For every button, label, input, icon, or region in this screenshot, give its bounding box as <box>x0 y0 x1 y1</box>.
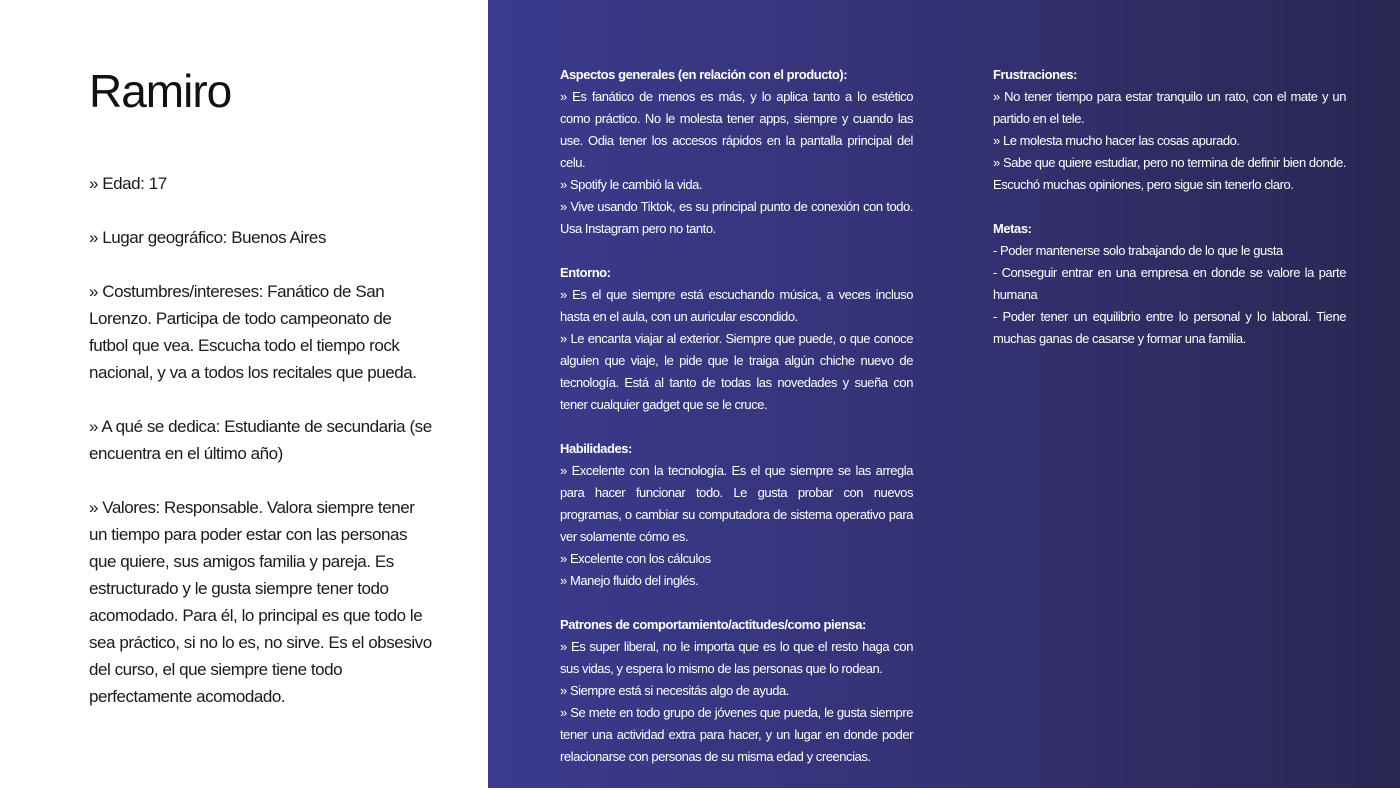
details-column-2 <box>993 64 1346 372</box>
section-item: » Es el que siempre está escuchando música, a veces incluso hasta en el aula, con un auricular escondido. <box>560 287 913 324</box>
section-item: » Manejo fluido del inglés. <box>560 573 699 588</box>
section-title: Aspectos generales (en relación con el producto): <box>560 67 848 82</box>
section-title: Patrones de comportamiento/actitudes/como piensa: <box>560 617 866 632</box>
profile-panel <box>0 0 488 788</box>
section-frustrations <box>993 64 1346 196</box>
section-item: » Se mete en todo grupo de jóvenes que pueda, le gusta siempre tener una actividad extra para hacer, y un lugar en donde poder relacionarse con personas de su misma edad y creencias. <box>560 705 913 764</box>
section-title: Habilidades: <box>560 441 632 456</box>
section-item: » Le encanta viajar al exterior. Siempre que puede, o que conoce alguien que viaje, le pide que le traiga algún chiche nuevo de tecnología. Está al tanto de todas las novedades y sueña con tener cualquier gadget que se le cruce. <box>560 331 913 412</box>
section-item: » Es fanático de menos es más, y lo aplica tanto a lo estético como práctico. No le molesta tener apps, siempre y cuando las use. Odia tener los accesos rápidos en la pantalla principal del celu. <box>560 89 913 170</box>
section-general <box>560 64 913 240</box>
fact-values: » Valores: Responsable. Valora siempre tener un tiempo para poder estar con las personas que quiere, sus amigos familia y pareja. Es estructurado y le gusta siempre tener todo acomodado. Para él, lo principal es que todo le sea práctico, si no lo es, no sirve. Es el obsesivo del curso, el que siempre tiene todo perfectamente acomodado. <box>89 498 432 706</box>
fact-age: » Edad: 17 <box>89 174 167 193</box>
persona-name: Ramiro <box>89 65 232 117</box>
fact-interests: » Costumbres/intereses: Fanático de San Lorenzo. Participa de todo campeonato de futbol que vea. Escucha todo el tiempo rock nacional, y va a todos los recitales que pueda. <box>89 282 417 382</box>
details-column-1 <box>560 64 913 790</box>
fact-location: » Lugar geográfico: Buenos Aires <box>89 228 326 247</box>
section-item: » Siempre está si necesitás algo de ayuda. <box>560 683 789 698</box>
section-item: » Excelente con la tecnología. Es el que siempre se las arregla para hacer funcionar todo. Le gusta probar con nuevos programas, o cambiar su computadora de sistema operativo para ver solamente cómo es. <box>560 463 913 544</box>
section-item: » Spotify le cambió la vida. <box>560 177 703 192</box>
section-behavior <box>560 614 913 768</box>
section-item: » Vive usando Tiktok, es su principal punto de conexión con todo. Usa Instagram pero no tanto. <box>560 199 913 236</box>
section-item: - Poder tener un equilibrio entre lo personal y lo laboral. Tiene muchas ganas de casarse y formar una familia. <box>993 309 1346 346</box>
section-item: - Poder mantenerse solo trabajando de lo que le gusta <box>993 243 1283 258</box>
section-title: Frustraciones: <box>993 67 1078 82</box>
section-item: - Conseguir entrar en una empresa en donde se valore la parte humana <box>993 265 1346 302</box>
section-title: Entorno: <box>560 265 611 280</box>
section-item: » Le molesta mucho hacer las cosas apurado. <box>993 133 1240 148</box>
section-goals <box>993 218 1346 350</box>
section-item: » Sabe que quiere estudiar, pero no termina de definir bien donde. Escuchó muchas opiniones, pero sigue sin tenerlo claro. <box>993 155 1346 192</box>
section-title: Metas: <box>993 221 1032 236</box>
fact-occupation: » A qué se dedica: Estudiante de secundaria (se encuentra en el último año) <box>89 417 432 463</box>
details-panel <box>488 0 1400 788</box>
section-skills <box>560 438 913 592</box>
section-item: » No tener tiempo para estar tranquilo un rato, con el mate y un partido en el tele. <box>993 89 1346 126</box>
section-environment <box>560 262 913 416</box>
persona-facts <box>89 170 434 737</box>
section-item: » Es super liberal, no le importa que es lo que el resto haga con sus vidas, y espera lo mismo de las personas que lo rodean. <box>560 639 913 676</box>
section-item: » Excelente con los cálculos <box>560 551 711 566</box>
